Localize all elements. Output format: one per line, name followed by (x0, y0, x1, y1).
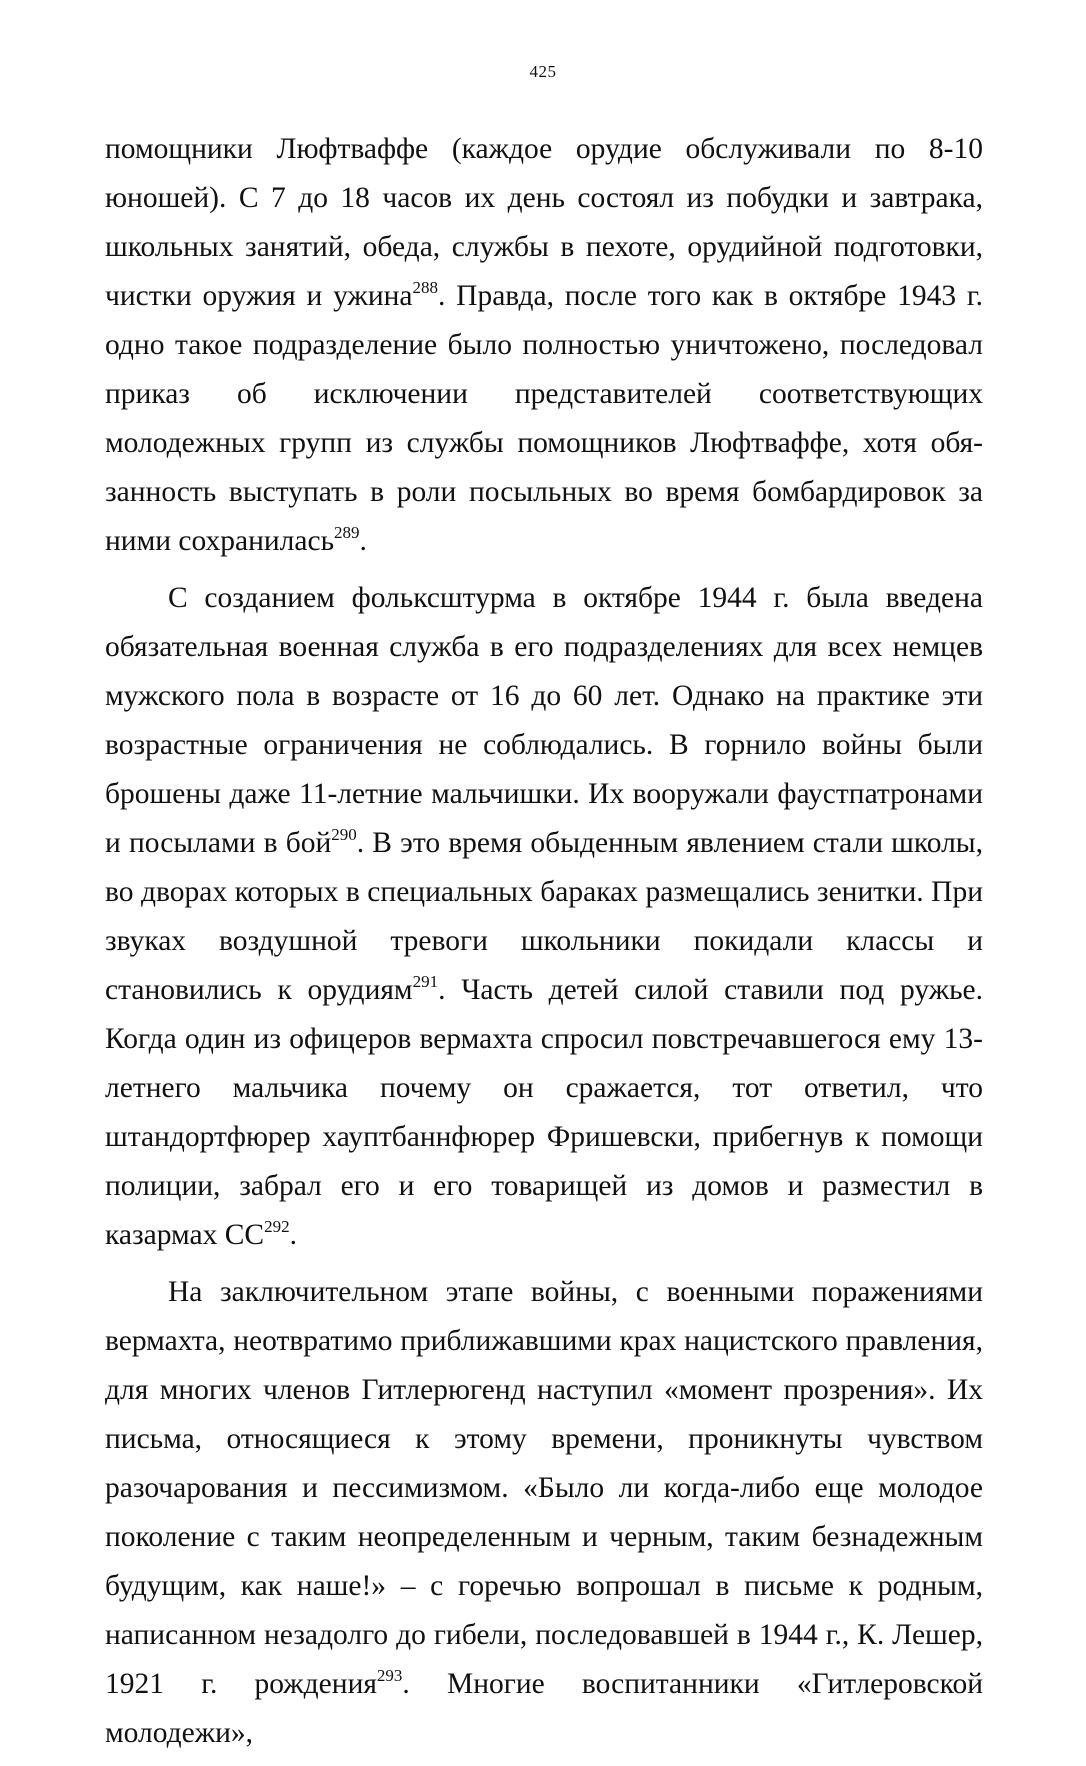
footnote-marker: 288 (412, 278, 438, 297)
paragraph-text: . Часть детей силой ставили под ружье. Когда один из офицеров вермахта спросил повстречавшегося ему 13-летнего мальчика почему он сражается, тот ответил, что штандортфюрер хауптбаннфюрер Фришевски, прибегнув к помощи полиции, забрал его и его товарищей из домов и разместил в казармах СС (105, 974, 983, 1251)
footnote-marker: 291 (412, 972, 439, 991)
footnote-marker: 293 (376, 1666, 403, 1685)
paragraph-text: . (289, 1219, 297, 1251)
paragraph-text: . Многие воспитанники «Гитлеровской молодежи», (105, 1668, 983, 1749)
paragraph-text: . Правда, после того как в октябре 1943 г. одно такое подразделение было полностью уничтожено, последовал приказ об исключении представителей соответствующих молодежных групп из службы помощников Люфтваффе, хотя обязанность выступать в роли посыльных во время бомбардировок за ними сохранилась (105, 280, 984, 557)
paragraph-text: С созданием фольксштурма в октябре 1944 г. была введена обязательная военная служба в его подразделениях для всех немцев мужского пола в возрасте от 16 до 60 лет. Однако на практике эти возрастные ограничения не соблюдались. В горнило войны были брошены даже 11-летние мальчишки. Их вооружали фаустпатронами и посылами в бой (105, 582, 983, 859)
footnote-marker: 292 (264, 1217, 290, 1236)
page-number: 425 (529, 62, 557, 81)
paragraph (105, 1268, 983, 1758)
paragraph (105, 574, 983, 1260)
paragraph-text: . (359, 525, 367, 557)
paragraph-text: . В это время обыденным явлением стали школы, во дворах которых в специальных бараках размещались зенитки. При звуках воздушной тревоги школьники покидали классы и становились к орудиям (105, 827, 983, 1006)
text-body (105, 125, 983, 1766)
footnote-marker: 290 (331, 825, 357, 844)
paragraph-text: На заключительном этапе войны, с военными поражениями вермахта, неотвратимо приближавшими крах нацистского правления, для многих членов Гитлерюгенд наступил «момент прозрения». Их письма, относящиеся к этому времени, проникнуты чувством разочарования и пессимизмом. «Было ли когда-либо еще молодое поколение с таким неопределенным и черным, таким безнадежным будущим, как наше!» – с горечью вопрошал в письме к родным, написанном незадолго до гибели, последовавшей в 1944 г., К. Лешер, 1921 г. рождения (105, 1276, 983, 1700)
footnote-marker: 289 (334, 523, 360, 542)
paragraph-text: помощники Люфтваффе (каждое орудие обслуживали по 8-10 юношей). С 7 до 18 часов их день состоял из побудки и завтрака, школьных занятий, обеда, службы в пехоте, орудийной подготовки, чистки оружия и ужина (105, 133, 983, 312)
paragraph (105, 125, 983, 566)
